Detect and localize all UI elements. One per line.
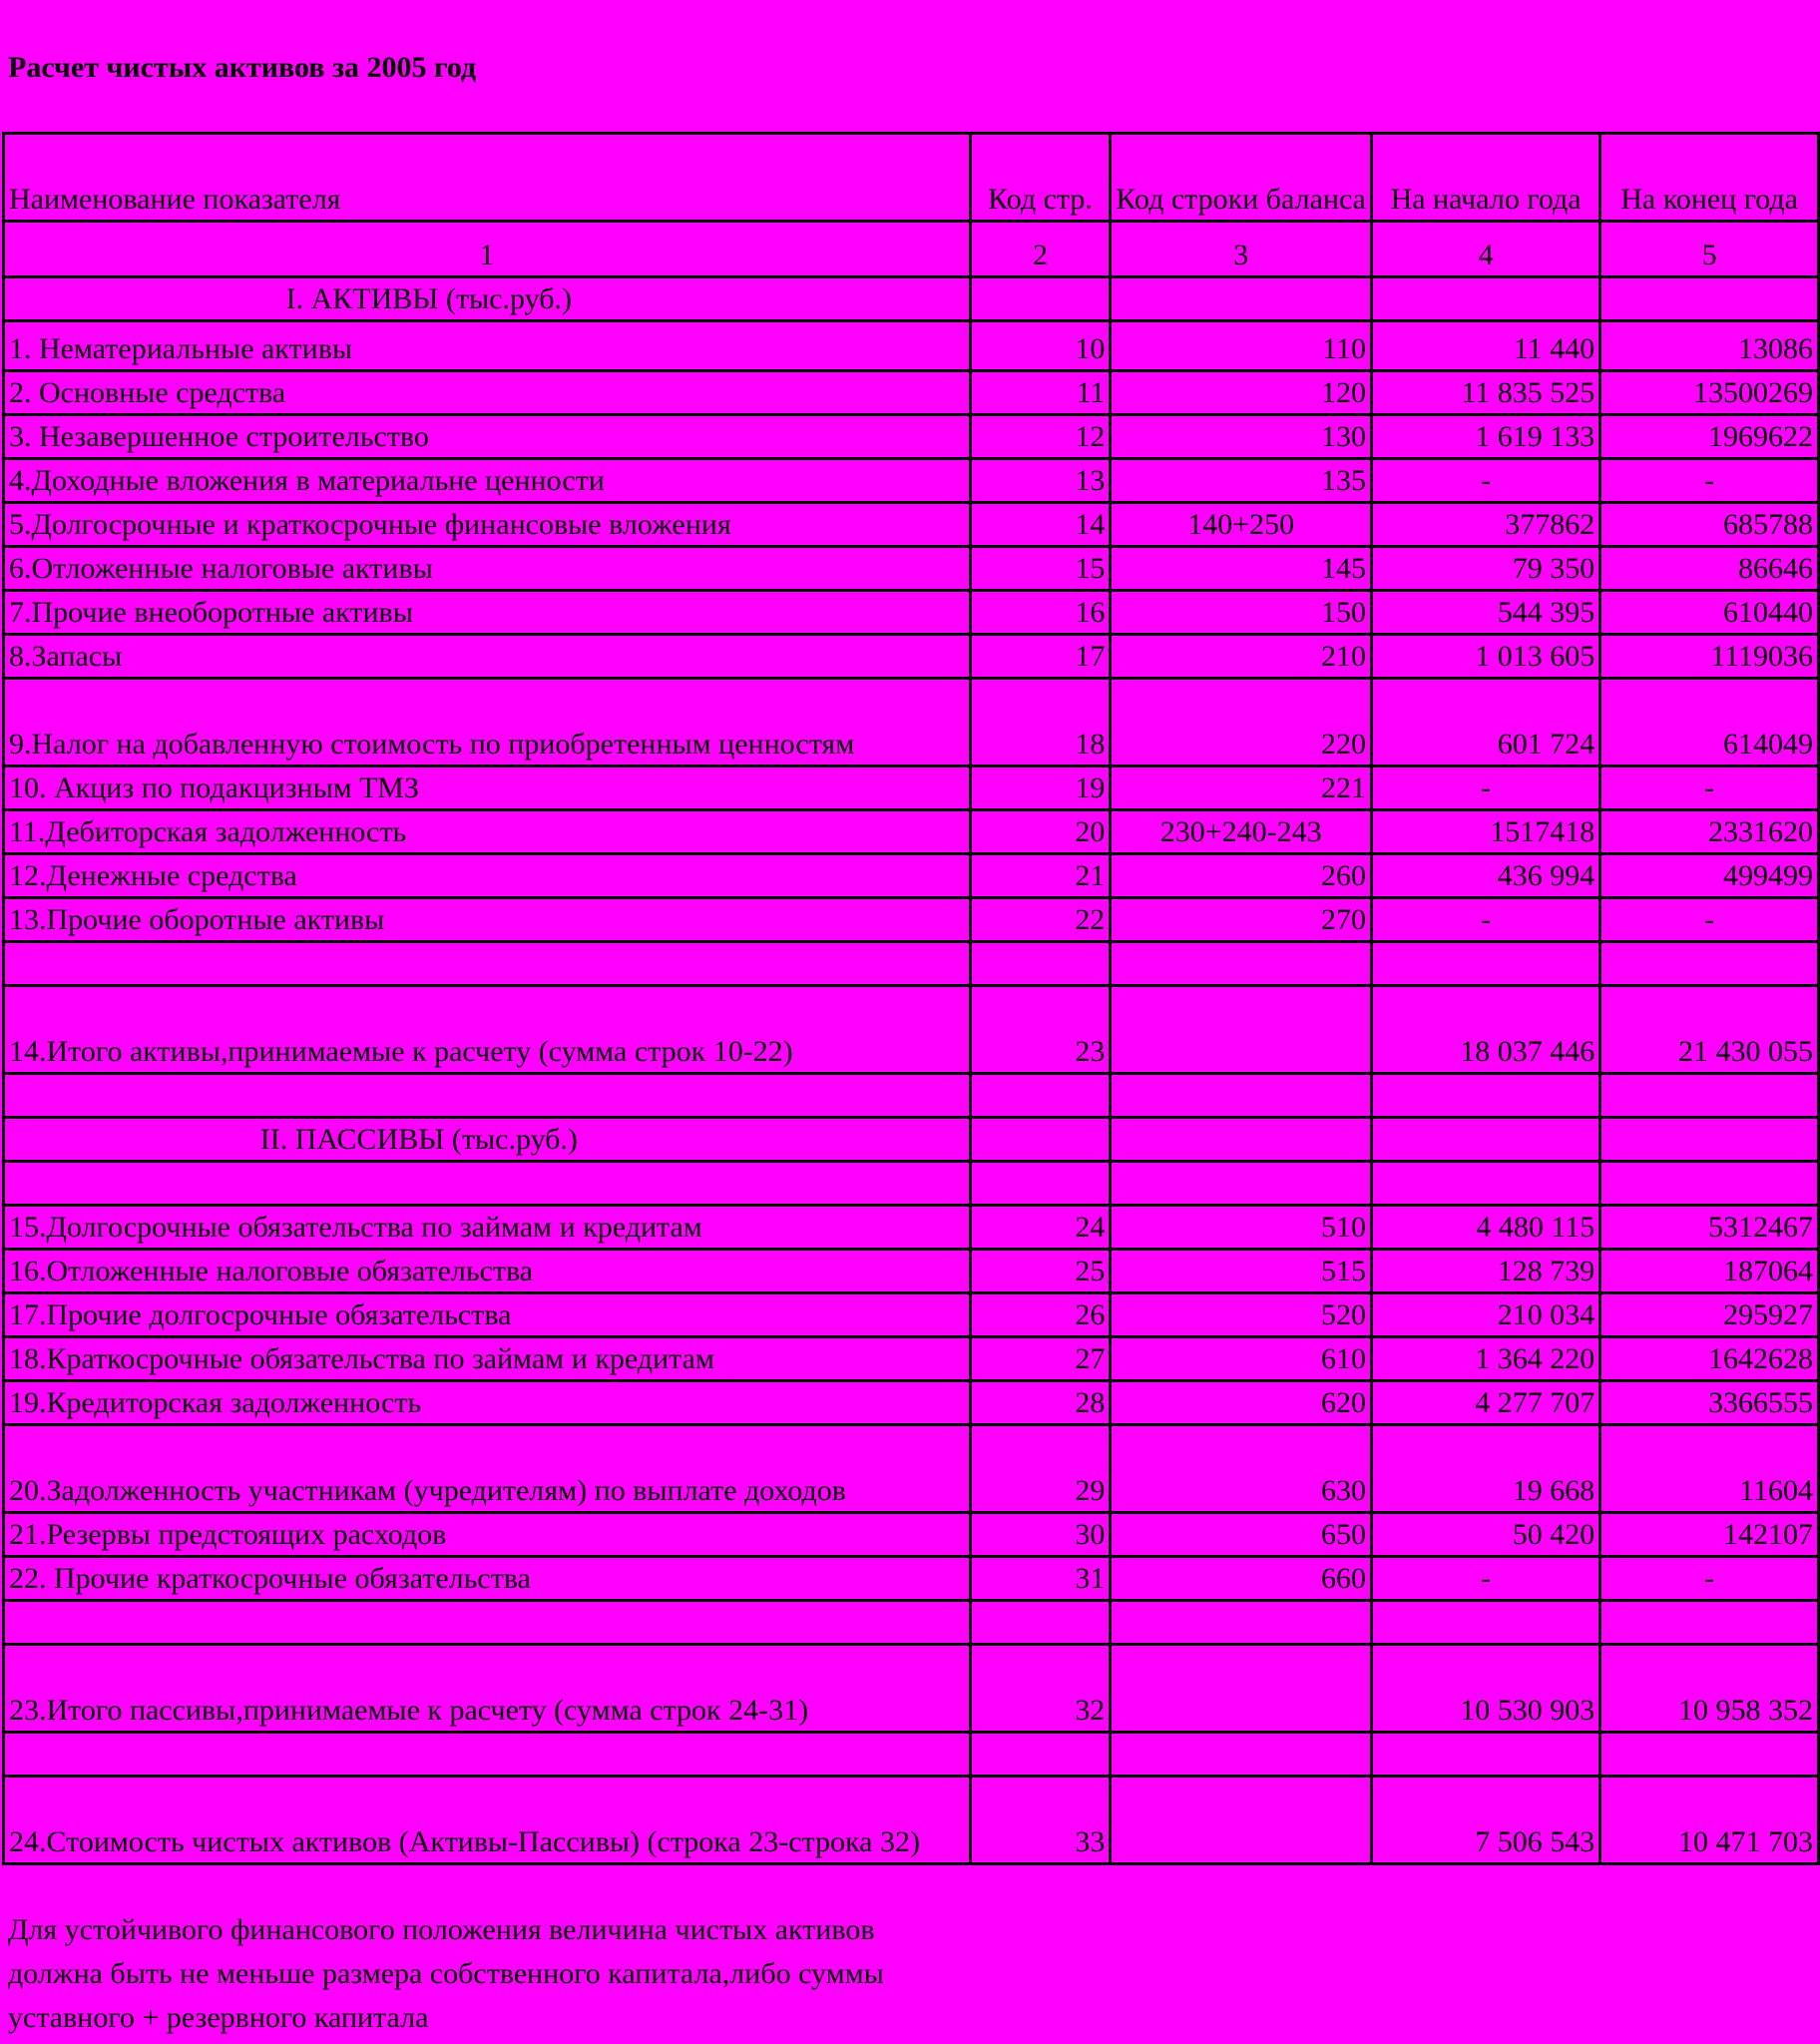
asset-row [4,459,1819,503]
cell-end: 685788 [1600,503,1819,547]
cell-code: 22 [970,898,1111,942]
cell-end: 1119036 [1600,635,1819,679]
cell-code: 17 [970,635,1111,679]
cell-start: 10 530 903 [1371,1645,1599,1733]
section-liabilities-title: II. ПАССИВЫ (тыс.руб.) [4,1118,971,1162]
cell-bal [1111,1645,1372,1733]
cell-code: 26 [970,1293,1111,1337]
cell-code: 20 [970,810,1111,854]
cell-bal: 510 [1111,1206,1372,1250]
cell-end: 21 430 055 [1600,986,1819,1074]
cell-bal: 610 [1111,1337,1372,1381]
header-row [4,134,1819,222]
cell-bal: 220 [1111,679,1372,766]
asset-row [4,898,1819,942]
cell-code: 18 [970,679,1111,766]
asset-row [4,321,1819,371]
col-number-2: 2 [970,222,1111,277]
cell-end: 13500269 [1600,371,1819,415]
section-assets-title: I. АКТИВЫ (тыс.руб.) [4,277,971,321]
asset-row [4,635,1819,679]
col-number-3: 3 [1111,222,1372,277]
cell-end: - [1600,766,1819,810]
empty-cell [1111,1601,1372,1645]
cell-start: 50 420 [1371,1513,1599,1557]
liabilities-total-row [4,1645,1819,1733]
cell-name: 22. Прочие краткосрочные обязательства [4,1557,971,1601]
header-code: Код стр. [970,134,1111,222]
empty-cell [970,1601,1111,1645]
cell-code: 30 [970,1513,1111,1557]
cell-bal: 145 [1111,547,1372,591]
header-start: На начало года [1371,134,1599,222]
cell-name: 6.Отложенные налоговые активы [4,547,971,591]
cell-bal: 120 [1111,371,1372,415]
liability-row [4,1513,1819,1557]
liability-row [4,1293,1819,1337]
cell-end: 1969622 [1600,415,1819,459]
cell-bal: 130 [1111,415,1372,459]
cell-code: 23 [970,986,1111,1074]
asset-row [4,591,1819,635]
cell-name: 9.Налог на добавленную стоимость по приобретенным ценностям [4,679,971,766]
cell-bal: 110 [1111,321,1372,371]
empty-cell [1600,1074,1819,1118]
header-end: На конец года [1600,134,1819,222]
cell-start: 1 619 133 [1371,415,1599,459]
cell-start: 19 668 [1371,1425,1599,1513]
cell-name: 1. Нематериальные активы [4,321,971,371]
cell-bal: 520 [1111,1293,1372,1337]
empty-cell [1371,277,1599,321]
cell-bal: 260 [1111,854,1372,898]
asset-row [4,810,1819,854]
cell-start: 601 724 [1371,679,1599,766]
cell-code: 12 [970,415,1111,459]
empty-cell [4,1601,971,1645]
net-assets-table [2,132,1820,1865]
cell-end: 13086 [1600,321,1819,371]
cell-end: 2331620 [1600,810,1819,854]
cell-end: 614049 [1600,679,1819,766]
cell-code: 28 [970,1381,1111,1425]
empty-cell [1371,1601,1599,1645]
cell-code: 16 [970,591,1111,635]
asset-row [4,854,1819,898]
cell-name: 13.Прочие оборотные активы [4,898,971,942]
cell-start: 11 835 525 [1371,371,1599,415]
cell-start: 436 994 [1371,854,1599,898]
empty-cell [970,1074,1111,1118]
empty-cell [1371,942,1599,986]
cell-start: - [1371,459,1599,503]
spacer-row [4,1733,1819,1777]
cell-code: 32 [970,1645,1111,1733]
cell-start: 128 739 [1371,1250,1599,1293]
cell-end: 11604 [1600,1425,1819,1513]
col-number-5: 5 [1600,222,1819,277]
empty-cell [1371,1162,1599,1206]
cell-end: 142107 [1600,1513,1819,1557]
spacer-row [4,1074,1819,1118]
empty-cell [1600,1118,1819,1162]
cell-bal [1111,986,1372,1074]
empty-cell [970,1733,1111,1777]
col-number-1: 1 [4,222,971,277]
empty-cell [1111,1118,1372,1162]
cell-end: 295927 [1600,1293,1819,1337]
cell-code: 31 [970,1557,1111,1601]
cell-start: 1517418 [1371,810,1599,854]
empty-cell [1111,1074,1372,1118]
net-assets-row [4,1777,1819,1864]
cell-start: 4 277 707 [1371,1381,1599,1425]
cell-bal: 660 [1111,1557,1372,1601]
liability-row [4,1337,1819,1381]
cell-end: 1642628 [1600,1337,1819,1381]
spacer-row [4,1162,1819,1206]
cell-bal: 630 [1111,1425,1372,1513]
cell-end: 3366555 [1600,1381,1819,1425]
cell-name: 20.Задолженность участникам (учредителям) по выплате доходов [4,1425,971,1513]
asset-row [4,766,1819,810]
empty-cell [1111,942,1372,986]
cell-name: 4.Доходные вложения в материальне ценности [4,459,971,503]
cell-end: 10 471 703 [1600,1777,1819,1864]
cell-end: 10 958 352 [1600,1645,1819,1733]
empty-cell [1600,277,1819,321]
cell-bal [1111,1777,1372,1864]
cell-name: 21.Резервы предстоящих расходов [4,1513,971,1557]
spacer-row [4,1601,1819,1645]
page-title: Расчет чистых активов за 2005 год [8,51,477,84]
cell-bal: 140+250 [1111,503,1372,547]
asset-row [4,679,1819,766]
cell-name: 16.Отложенные налоговые обязательства [4,1250,971,1293]
empty-cell [1600,942,1819,986]
empty-cell [1111,1733,1372,1777]
cell-start: 377862 [1371,503,1599,547]
header-balance-code: Код строки баланса [1111,134,1372,222]
cell-start: 7 506 543 [1371,1777,1599,1864]
asset-row [4,503,1819,547]
column-numbers-row [4,222,1819,277]
cell-bal: 210 [1111,635,1372,679]
cell-start: 4 480 115 [1371,1206,1599,1250]
cell-code: 15 [970,547,1111,591]
liability-row [4,1557,1819,1601]
empty-cell [1600,1733,1819,1777]
cell-start: - [1371,1557,1599,1601]
spacer-row [4,942,1819,986]
cell-end: 5312467 [1600,1206,1819,1250]
cell-start: 1 364 220 [1371,1337,1599,1381]
col-number-4: 4 [1371,222,1599,277]
cell-bal: 650 [1111,1513,1372,1557]
footnote: Для устойчивого финансового положения величина чистых активов должна быть не меньше размера собственного капитала,либо суммы уставного + резервного капитала [8,1913,884,2034]
cell-name: 18.Краткосрочные обязательства по займам и кредитам [4,1337,971,1381]
cell-end: - [1600,1557,1819,1601]
asset-row [4,547,1819,591]
empty-cell [4,1733,971,1777]
empty-cell [970,1118,1111,1162]
empty-cell [4,942,971,986]
cell-start: 11 440 [1371,321,1599,371]
section-liabilities-row [4,1118,1819,1162]
cell-code: 11 [970,371,1111,415]
header-name: Наименование показателя [4,134,971,222]
empty-cell [970,1162,1111,1206]
liability-row [4,1381,1819,1425]
cell-bal: 150 [1111,591,1372,635]
cell-bal: 230+240-243 [1111,810,1372,854]
cell-name: 11.Дебиторская задолженность [4,810,971,854]
cell-start: - [1371,898,1599,942]
cell-end: 187064 [1600,1250,1819,1293]
asset-row [4,371,1819,415]
cell-name: 3. Незавершенное строительство [4,415,971,459]
empty-cell [1371,1733,1599,1777]
cell-code: 19 [970,766,1111,810]
cell-code: 25 [970,1250,1111,1293]
cell-bal: 270 [1111,898,1372,942]
section-assets-row [4,277,1819,321]
cell-name: 8.Запасы [4,635,971,679]
cell-name: 7.Прочие внеоборотные активы [4,591,971,635]
empty-cell [1111,277,1372,321]
empty-cell [1600,1601,1819,1645]
empty-cell [970,277,1111,321]
cell-name: 10. Акциз по подакцизным ТМЗ [4,766,971,810]
cell-end: 610440 [1600,591,1819,635]
cell-code: 29 [970,1425,1111,1513]
cell-code: 21 [970,854,1111,898]
empty-cell [1371,1118,1599,1162]
cell-start: 210 034 [1371,1293,1599,1337]
cell-code: 13 [970,459,1111,503]
cell-end: 86646 [1600,547,1819,591]
empty-cell [4,1162,971,1206]
cell-start: 79 350 [1371,547,1599,591]
cell-name: 15.Долгосрочные обязательства по займам и кредитам [4,1206,971,1250]
cell-code: 10 [970,321,1111,371]
cell-name: 17.Прочие долгосрочные обязательства [4,1293,971,1337]
cell-name: 19.Кредиторская задолженность [4,1381,971,1425]
cell-name: 23.Итого пассивы,принимаемые к расчету (сумма строк 24-31) [4,1645,971,1733]
cell-bal: 515 [1111,1250,1372,1293]
cell-start: 544 395 [1371,591,1599,635]
cell-name: 5.Долгосрочные и краткосрочные финансовые вложения [4,503,971,547]
cell-start: 1 013 605 [1371,635,1599,679]
assets-total-row [4,986,1819,1074]
empty-cell [1111,1162,1372,1206]
cell-code: 14 [970,503,1111,547]
cell-bal: 221 [1111,766,1372,810]
cell-name: 12.Денежные средства [4,854,971,898]
asset-row [4,415,1819,459]
cell-start: 18 037 446 [1371,986,1599,1074]
cell-code: 24 [970,1206,1111,1250]
cell-code: 27 [970,1337,1111,1381]
cell-end: 499499 [1600,854,1819,898]
cell-name: 14.Итого активы,принимаемые к расчету (сумма строк 10-22) [4,986,971,1074]
cell-name: 2. Основные средства [4,371,971,415]
cell-end: - [1600,459,1819,503]
empty-cell [970,942,1111,986]
empty-cell [4,1074,971,1118]
liability-row [4,1206,1819,1250]
liability-row [4,1250,1819,1293]
empty-cell [1600,1162,1819,1206]
cell-end: - [1600,898,1819,942]
cell-name: 24.Стоимость чистых активов (Активы-Пассивы) (строка 23-строка 32) [4,1777,971,1864]
cell-bal: 135 [1111,459,1372,503]
cell-code: 33 [970,1777,1111,1864]
cell-start: - [1371,766,1599,810]
liability-row [4,1425,1819,1513]
cell-bal: 620 [1111,1381,1372,1425]
empty-cell [1371,1074,1599,1118]
